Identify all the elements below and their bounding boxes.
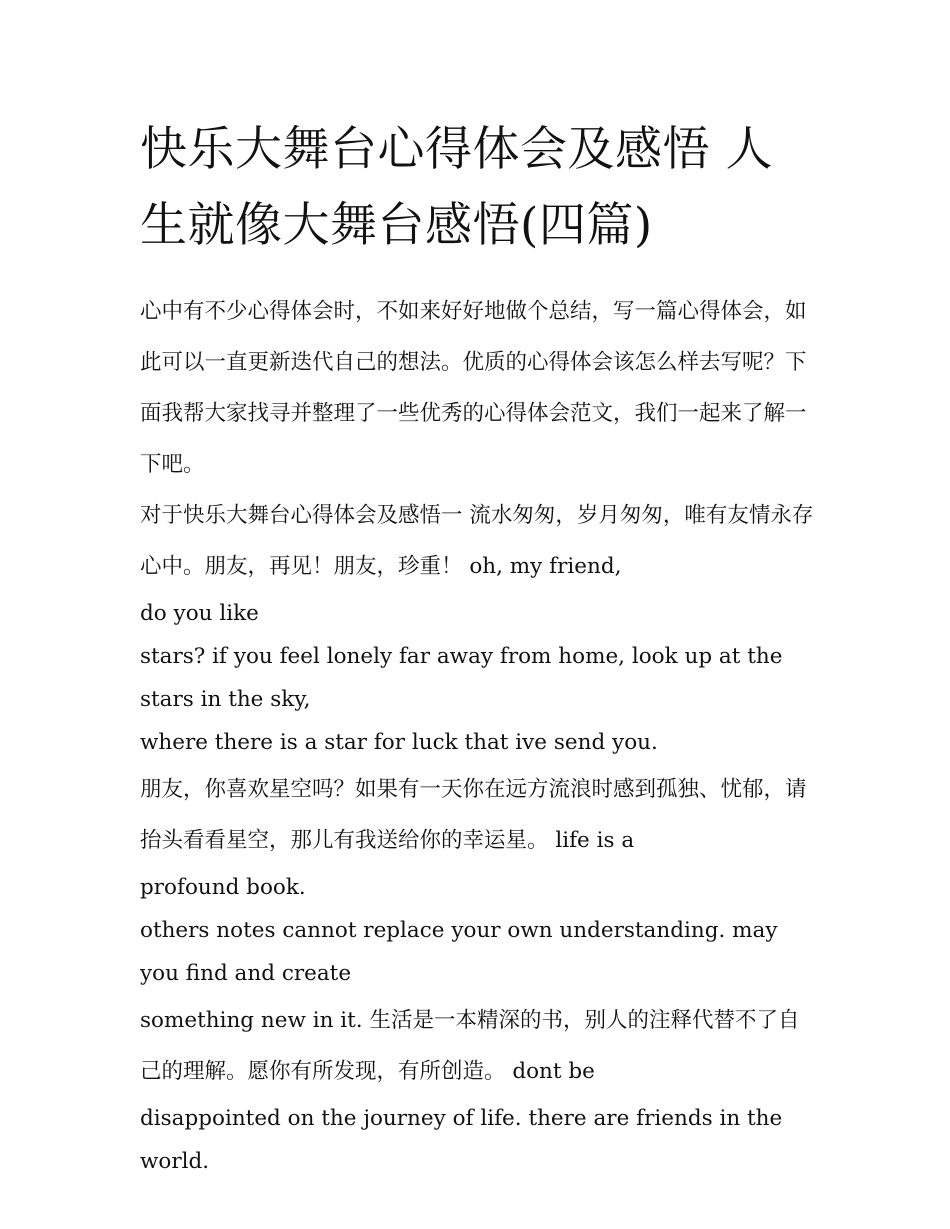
document-body [140, 286, 820, 1183]
text-line: others notes cannot replace your own understanding. may you find and create [140, 918, 778, 986]
text-line: something new in it. 生活是一本精深的书，别人的注释代替不了自己的理解。愿你有所发现，有所创造。 dont be [140, 1008, 800, 1084]
text-line: disappointed on the journey of life. there are friends in the world. [140, 1106, 783, 1174]
text-line: 对于快乐大舞台心得体会及感悟一 流水匆匆，岁月匆匆，唯有友情永存心中。朋友，再见！朋友，珍重！ oh, my friend, [140, 503, 814, 579]
document-page [140, 112, 820, 1183]
text-line: profound book. [140, 875, 306, 900]
text-line: do you like [140, 601, 259, 626]
text-line: stars? if you feel lonely far away from home, look up at the stars in the sky, [140, 644, 783, 712]
document-title: 快乐大舞台心得体会及感悟 人生就像大舞台感悟(四篇) [140, 122, 773, 253]
text-line: where there is a star for luck that ive send you. [140, 730, 658, 755]
text-line: 朋友，你喜欢星空吗？如果有一天你在远方流浪时感到孤独、忧郁，请抬头看看星空，那儿有我送给你的幸运星。 life is a [140, 777, 807, 853]
intro-paragraph: 心中有不少心得体会时，不如来好好地做个总结，写一篇心得体会，如此可以一直更新迭代自己的想法。优质的心得体会该怎么样去写呢？下面我帮大家找寻并整理了一些优秀的心得体会范文，我们一起来了解一下吧。 [140, 299, 807, 477]
